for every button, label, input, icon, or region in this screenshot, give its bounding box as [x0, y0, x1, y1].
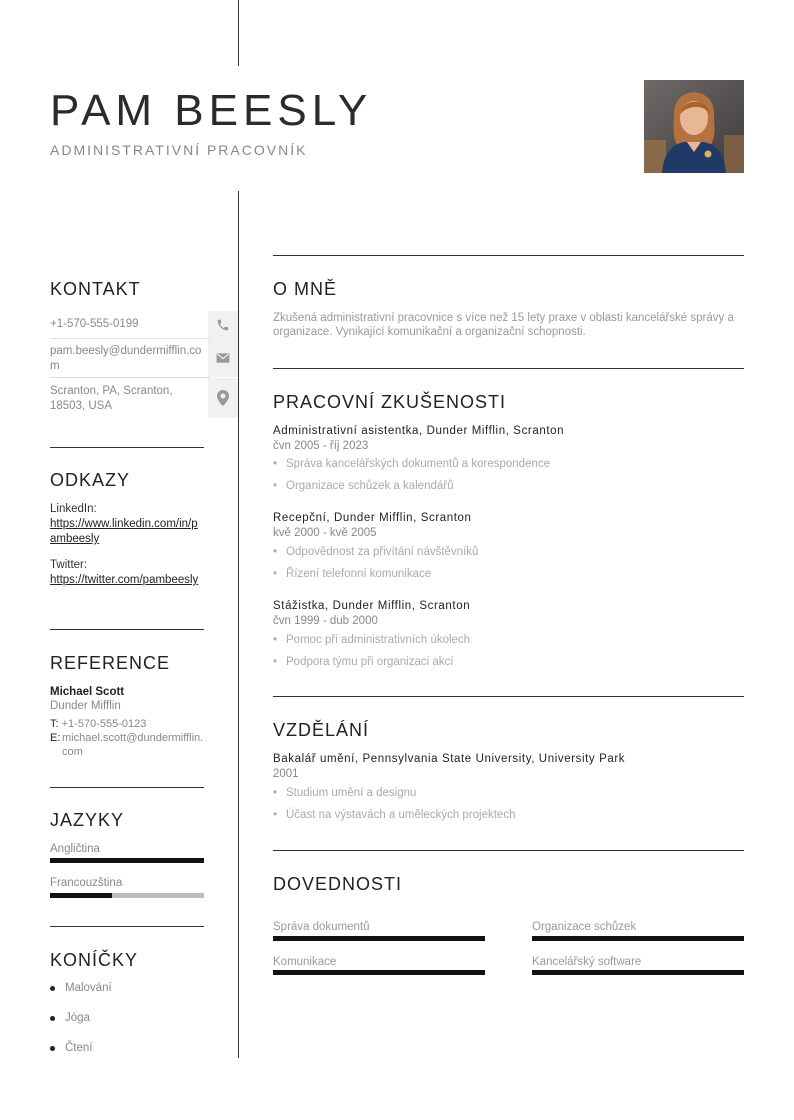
reference-email-label: E:	[50, 732, 61, 744]
candidate-title: ADMINISTRATIVNÍ PRACOVNÍK	[50, 142, 308, 158]
job-title: Stážistka, Dunder Mifflin, Scranton	[273, 600, 471, 612]
skill-name: Kancelářský software	[532, 956, 642, 968]
skill-name: Správa dokumentů	[273, 921, 370, 933]
sidebar-divider	[50, 926, 204, 927]
sidebar-divider	[50, 629, 204, 630]
education-bullet: • Účast na výstavách a uměleckých projektech	[273, 809, 516, 821]
mail-icon	[208, 339, 238, 377]
about-text: Zkušená administrativní pracovnice s více než 15 lety praxe v oblasti kancelářské správy a organizace. Vynikající komunikační a organizační schopnosti.	[273, 312, 734, 338]
about-heading: O MNĚ	[273, 279, 338, 299]
hobby-item	[50, 1012, 90, 1024]
sidebar-divider	[50, 787, 204, 788]
contact-divider	[50, 338, 210, 339]
job-bullet-text: Odpovědnost za přivítání návštěvníků	[286, 546, 479, 558]
hobby-text: Jóga	[65, 1012, 90, 1024]
twitter-link[interactable]: https://twitter.com/pambeesly	[50, 574, 199, 586]
language-level-fill	[50, 893, 112, 898]
job-bullet: • Odpovědnost za přivítání návštěvníků	[273, 546, 479, 558]
section-divider	[273, 850, 744, 851]
sidebar-divider	[50, 447, 204, 448]
job-bullet-text: Pomoc při administrativních úkolech	[286, 634, 471, 646]
skills-heading: DOVEDNOSTI	[273, 874, 403, 894]
job-bullet-text: Organizace schůzek a kalendářů	[286, 480, 454, 492]
skill-level-bar	[273, 936, 485, 941]
education-date: 2001	[273, 768, 299, 780]
contact-heading: KONTAKT	[50, 279, 141, 299]
job-bullet-text: Podpora týmu při organizaci akcí	[286, 656, 454, 668]
section-divider	[273, 696, 744, 697]
reference-email-text: michael.scott@dundermifflin.com	[62, 732, 204, 758]
column-divider-line	[238, 191, 239, 1058]
languages-heading: JAZYKY	[50, 810, 125, 830]
reference-phone	[50, 717, 146, 731]
reference-email	[50, 731, 204, 759]
hobby-item	[50, 982, 112, 994]
section-divider	[273, 368, 744, 369]
top-divider-line	[238, 0, 239, 66]
education-bullet: • Studium umění a designu	[273, 787, 417, 799]
job-bullet: • Podpora týmu při organizaci akcí	[273, 656, 454, 668]
skill-level-bar	[532, 936, 744, 941]
bullet-dot	[50, 1046, 55, 1051]
experience-heading: PRACOVNÍ ZKUŠENOSTI	[273, 392, 507, 412]
language-name: Angličtina	[50, 843, 100, 855]
education-title: Bakalář umění, Pennsylvania State University, University Park	[273, 753, 626, 765]
job-bullet-text: Řízení telefonní komunikace	[286, 568, 432, 580]
job-title: Recepční, Dunder Mifflin, Scranton	[273, 512, 472, 524]
reference-company: Dunder Mifflin	[50, 700, 121, 712]
reference-name: Michael Scott	[50, 686, 125, 698]
section-divider	[273, 255, 744, 256]
skill-level-bar	[273, 970, 485, 975]
hobby-item	[50, 1042, 93, 1054]
reference-heading: REFERENCE	[50, 653, 171, 673]
bullet-dot	[50, 986, 55, 991]
phone-icon	[208, 311, 238, 339]
language-level-bar	[50, 858, 204, 863]
linkedin-link[interactable]: https://www.linkedin.com/in/pambeesly	[50, 518, 198, 545]
reference-phone-label: T:	[50, 718, 59, 730]
skill-name: Komunikace	[273, 956, 337, 968]
language-name: Francouzština	[50, 877, 123, 889]
location-pin-icon	[208, 378, 238, 418]
skill-level-bar	[532, 970, 744, 975]
job-title: Administrativní asistentka, Dunder Mifflin, Scranton	[273, 425, 565, 437]
bullet-dot	[50, 1016, 55, 1021]
job-bullet: • Pomoc při administrativních úkolech	[273, 634, 471, 646]
language-level-fill	[50, 858, 204, 863]
job-bullet-text: Správa kancelářských dokumentů a korespondence	[286, 458, 551, 470]
hobby-text: Čtení	[65, 1042, 93, 1054]
contact-phone-text: +1-570-555-0199	[50, 318, 139, 330]
contact-divider	[50, 377, 210, 378]
hobby-text: Malování	[65, 982, 112, 994]
links-heading: ODKAZY	[50, 470, 131, 490]
job-date: čvn 1999 - dub 2000	[273, 615, 378, 627]
contact-address-text: Scranton, PA, Scranton, 18503, USA	[50, 385, 173, 412]
job-bullet: • Řízení telefonní komunikace	[273, 568, 432, 580]
job-bullet: • Správa kancelářských dokumentů a korespondence	[273, 458, 551, 470]
contact-email-text: pam.beesly@dundermifflin.com	[50, 345, 202, 372]
language-level-bar	[50, 893, 204, 898]
profile-photo	[644, 80, 744, 173]
twitter-label: Twitter:	[50, 559, 88, 571]
job-date: čvn 2005 - říj 2023	[273, 440, 369, 452]
hobbies-heading: KONÍČKY	[50, 950, 139, 970]
candidate-name: PAM BEESLY	[50, 86, 373, 135]
reference-phone-text: +1-570-555-0123	[61, 718, 147, 730]
education-bullet-text: Studium umění a designu	[286, 787, 417, 799]
job-date: kvě 2000 - kvě 2005	[273, 527, 377, 539]
education-heading: VZDĚLÁNÍ	[273, 720, 370, 740]
job-bullet: • Organizace schůzek a kalendářů	[273, 480, 454, 492]
skill-name: Organizace schůzek	[532, 921, 637, 933]
linkedin-label: LinkedIn:	[50, 503, 97, 515]
education-bullet-text: Účast na výstavách a uměleckých projektech	[286, 809, 516, 821]
